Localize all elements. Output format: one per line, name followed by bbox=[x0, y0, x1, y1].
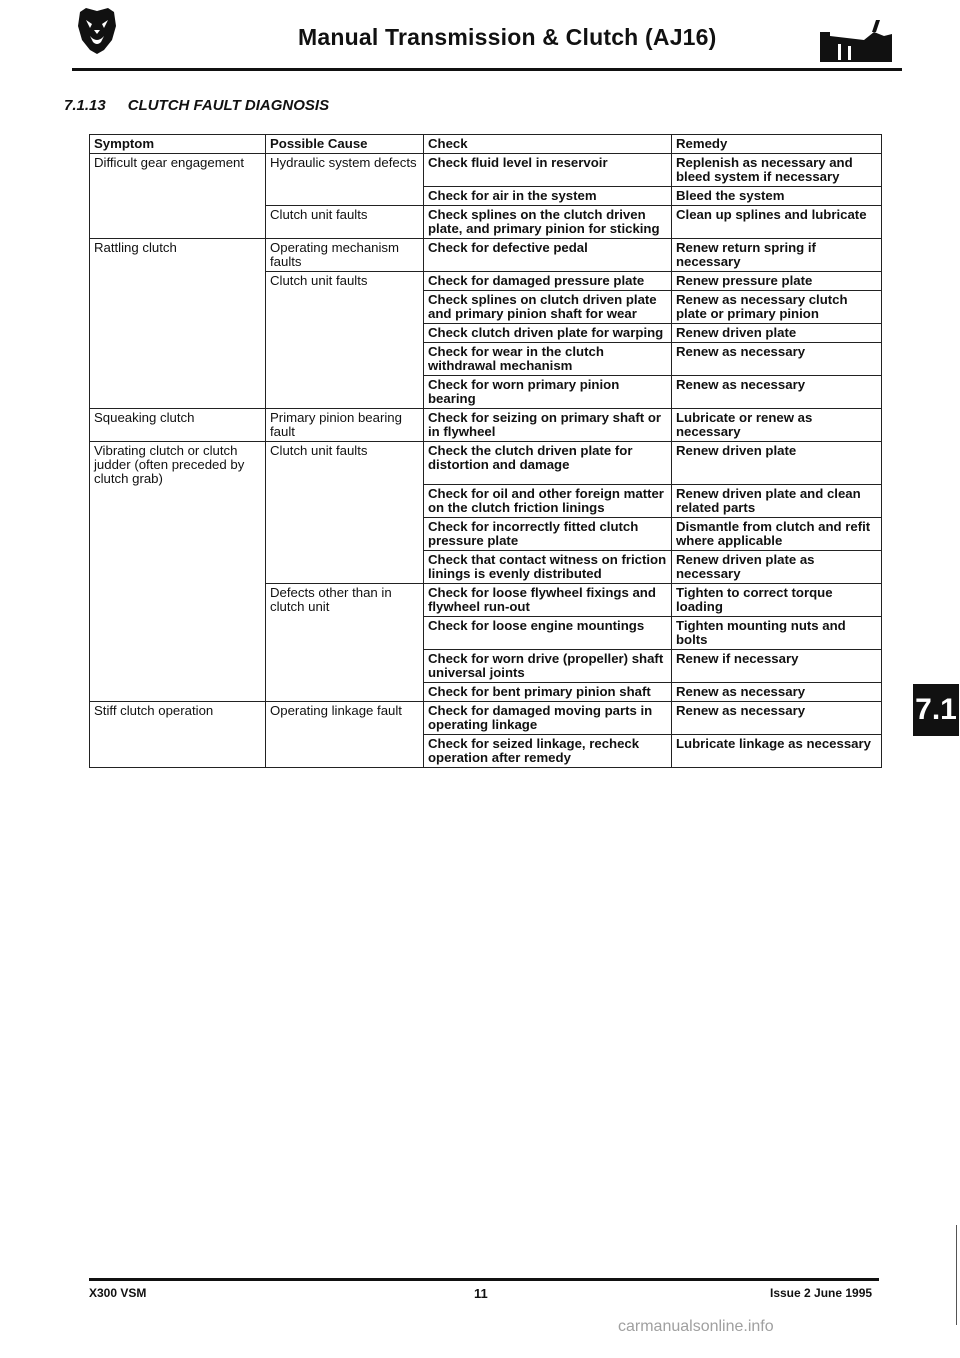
remedy-cell: Renew as necessary bbox=[672, 376, 882, 409]
symptom-cell: Rattling clutch bbox=[90, 239, 266, 409]
remedy-cell: Renew driven plate bbox=[672, 442, 882, 485]
check-cell: Check for worn drive (propeller) shaft universal joints bbox=[424, 650, 672, 683]
check-cell: Check for wear in the clutch withdrawal mechanism bbox=[424, 343, 672, 376]
symptom-cell: Stiff clutch operation bbox=[90, 702, 266, 768]
remedy-cell: Tighten to correct torque loading bbox=[672, 584, 882, 617]
check-cell: Check for seized linkage, recheck operation after remedy bbox=[424, 735, 672, 768]
header-symptom: Symptom bbox=[90, 135, 266, 154]
check-cell: Check fluid level in reservoir bbox=[424, 154, 672, 187]
header-possible-cause: Possible Cause bbox=[266, 135, 424, 154]
fault-diagnosis-table bbox=[89, 134, 882, 768]
remedy-cell: Renew driven plate bbox=[672, 324, 882, 343]
symptom-cell: Difficult gear engagement bbox=[90, 154, 266, 239]
table-row bbox=[90, 442, 882, 485]
remedy-cell: Dismantle from clutch and refit where applicable bbox=[672, 518, 882, 551]
remedy-cell: Renew if necessary bbox=[672, 650, 882, 683]
jaguar-logo-icon bbox=[72, 6, 122, 56]
check-cell: Check for seizing on primary shaft or in flywheel bbox=[424, 409, 672, 442]
symptom-cell: Squeaking clutch bbox=[90, 409, 266, 442]
footer-issue: Issue 2 June 1995 bbox=[770, 1286, 873, 1300]
remedy-cell: Renew return spring if necessary bbox=[672, 239, 882, 272]
section-heading bbox=[64, 97, 329, 114]
symptom-cell: Vibrating clutch or clutch judder (often preceded by clutch grab) bbox=[90, 442, 266, 702]
check-cell: Check the clutch driven plate for distortion and damage bbox=[424, 442, 672, 485]
cause-cell: Clutch unit faults bbox=[266, 272, 424, 409]
remedy-cell: Renew as necessary bbox=[672, 702, 882, 735]
remedy-cell: Lubricate linkage as necessary bbox=[672, 735, 882, 768]
cause-cell: Operating linkage fault bbox=[266, 702, 424, 768]
remedy-cell: Renew driven plate as necessary bbox=[672, 551, 882, 584]
table-row bbox=[90, 702, 882, 735]
remedy-cell: Replenish as necessary and bleed system if necessary bbox=[672, 154, 882, 187]
cause-cell: Primary pinion bearing fault bbox=[266, 409, 424, 442]
transmission-icon bbox=[818, 18, 894, 64]
page-number: 11 bbox=[474, 1286, 488, 1301]
cause-cell: Defects other than in clutch unit bbox=[266, 584, 424, 702]
remedy-cell: Renew as necessary bbox=[672, 683, 882, 702]
check-cell: Check for damaged moving parts in operating linkage bbox=[424, 702, 672, 735]
remedy-cell: Renew pressure plate bbox=[672, 272, 882, 291]
check-cell: Check for worn primary pinion bearing bbox=[424, 376, 672, 409]
remedy-cell: Renew as necessary bbox=[672, 343, 882, 376]
header-rule bbox=[72, 68, 902, 71]
check-cell: Check for bent primary pinion shaft bbox=[424, 683, 672, 702]
check-cell: Check splines on the clutch driven plate, and primary pinion for sticking bbox=[424, 206, 672, 239]
header-check: Check bbox=[424, 135, 672, 154]
check-cell: Check for loose flywheel fixings and flywheel run-out bbox=[424, 584, 672, 617]
remedy-cell: Renew as necessary clutch plate or primary pinion bbox=[672, 291, 882, 324]
remedy-cell: Bleed the system bbox=[672, 187, 882, 206]
check-cell: Check splines on clutch driven plate and primary pinion shaft for wear bbox=[424, 291, 672, 324]
cause-cell: Operating mechanism faults bbox=[266, 239, 424, 272]
check-cell: Check for incorrectly fitted clutch pressure plate bbox=[424, 518, 672, 551]
table-header-row bbox=[90, 135, 882, 154]
table-row bbox=[90, 154, 882, 187]
header-remedy: Remedy bbox=[672, 135, 882, 154]
section-tab: 7.1 bbox=[913, 684, 959, 736]
table-row bbox=[90, 239, 882, 272]
check-cell: Check for air in the system bbox=[424, 187, 672, 206]
check-cell: Check for oil and other foreign matter on the clutch friction linings bbox=[424, 485, 672, 518]
check-cell: Check for damaged pressure plate bbox=[424, 272, 672, 291]
footer-rule bbox=[89, 1278, 879, 1281]
check-cell: Check clutch driven plate for warping bbox=[424, 324, 672, 343]
remedy-cell: Lubricate or renew as necessary bbox=[672, 409, 882, 442]
remedy-cell: Clean up splines and lubricate bbox=[672, 206, 882, 239]
remedy-cell: Tighten mounting nuts and bolts bbox=[672, 617, 882, 650]
section-number: 7.1.13 bbox=[64, 97, 106, 114]
cause-cell: Clutch unit faults bbox=[266, 442, 424, 584]
check-cell: Check for loose engine mountings bbox=[424, 617, 672, 650]
watermark: carmanualsonline.info bbox=[618, 1318, 774, 1335]
footer-manual-code: X300 VSM bbox=[89, 1286, 147, 1300]
section-title: CLUTCH FAULT DIAGNOSIS bbox=[127, 97, 330, 114]
page-title: Manual Transmission & Clutch (AJ16) bbox=[298, 24, 717, 50]
table-row bbox=[90, 409, 882, 442]
remedy-cell: Renew driven plate and clean related parts bbox=[672, 485, 882, 518]
check-cell: Check that contact witness on friction linings is evenly distributed bbox=[424, 551, 672, 584]
cause-cell: Clutch unit faults bbox=[266, 206, 424, 239]
check-cell: Check for defective pedal bbox=[424, 239, 672, 272]
cause-cell: Hydraulic system defects bbox=[266, 154, 424, 206]
margin-line bbox=[956, 1225, 957, 1325]
